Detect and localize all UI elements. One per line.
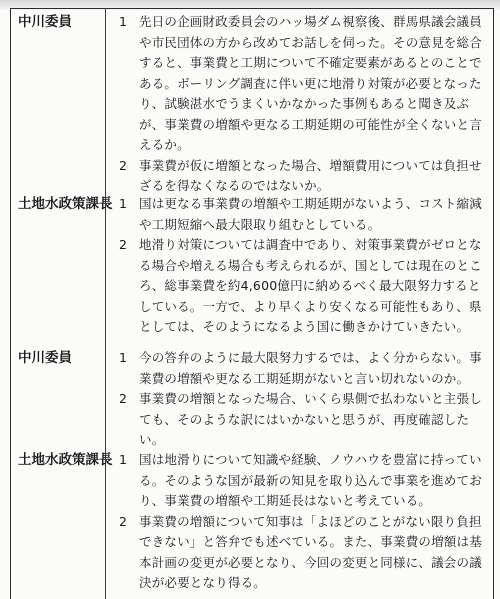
item-text: 国は更なる事業費の増額や工期延期がないよう、コスト縮減や工期短縮へ最大限取り組むとしている。 <box>139 196 482 232</box>
statement <box>113 12 487 197</box>
speaker-name: 中川委員 <box>18 14 72 30</box>
item-number: 1 <box>119 14 128 29</box>
item-text: 国は地滑りについて知識や経験、ノウハウを豊富に持っている。そのような国が最新の知見を取り込んで事業を進めており、事業費の増額や工期延長はないと考えている。 <box>139 452 482 508</box>
statement-item <box>113 348 487 389</box>
item-text: 事業費が仮に増額となった場合、増額費用については負担せざるを得なくなるのではないか。 <box>139 157 482 193</box>
item-text: 地滑り対策については調査中であり、対策事業費がゼロとなる場合や増える場合も考えられるが、国としては現在のところ、総事業費を約4,600億円に納めるべく最大限努力するとしている。一方で、より早くより安くなる可能性もあり、県としては、そのようになるよう国に働きかけていきたい。 <box>139 237 482 334</box>
statement <box>113 450 487 594</box>
statement-item <box>113 389 487 451</box>
item-number: 2 <box>119 237 128 252</box>
item-number: 1 <box>119 196 128 211</box>
statement <box>113 348 487 451</box>
statement <box>113 194 487 338</box>
speaker-name: 土地水政策課長 <box>18 452 113 468</box>
item-number: 2 <box>119 391 128 406</box>
statement-item <box>113 12 487 156</box>
column-divider <box>105 8 106 599</box>
statement-item <box>113 194 487 235</box>
item-number: 1 <box>119 350 128 365</box>
item-number: 2 <box>119 513 128 529</box>
speaker-name: 中川委員 <box>18 350 72 366</box>
item-text: 今の答弁のように最大限努力するでは、よく分からない。事業費の増額や更なる工期延期がないと言い切れないのか。 <box>139 350 482 386</box>
speaker-name: 土地水政策課長 <box>18 196 113 212</box>
item-text: 事業費の増額となった場合、いくら県側で払わないと主張しても、そのような訳にはいかないと思うが、再度確認したい。 <box>139 391 482 447</box>
item-text: 先日の企画財政委員会のハッ場ダム視察後、群馬県議会議員や市民団体の方から改めてお話しを伺った。その意見を総合すると、事業費と工期について不確定要素があるとのことである。ボーリング調査に伴い更に地滑り対策が必要となったり、試験湛水でうまくいかなかった事例もあると聞き及ぶが、事業費の増額や更なる工期延期の可能性が全くないと言えるか。 <box>139 14 482 152</box>
item-number: 2 <box>119 157 128 173</box>
statement-item <box>113 235 487 338</box>
statement-item <box>113 512 487 594</box>
item-text: 事業費の増額について知事は「よほどのことがない限り負担できない」と答弁でも述べている。また、事業費の増額は基本計画の変更が必要となり、今回の変更と同様に、議会の議決が必要となり得る。 <box>139 513 482 590</box>
item-number: 1 <box>119 452 128 467</box>
statement-item <box>113 156 487 197</box>
statement-item <box>113 450 487 512</box>
